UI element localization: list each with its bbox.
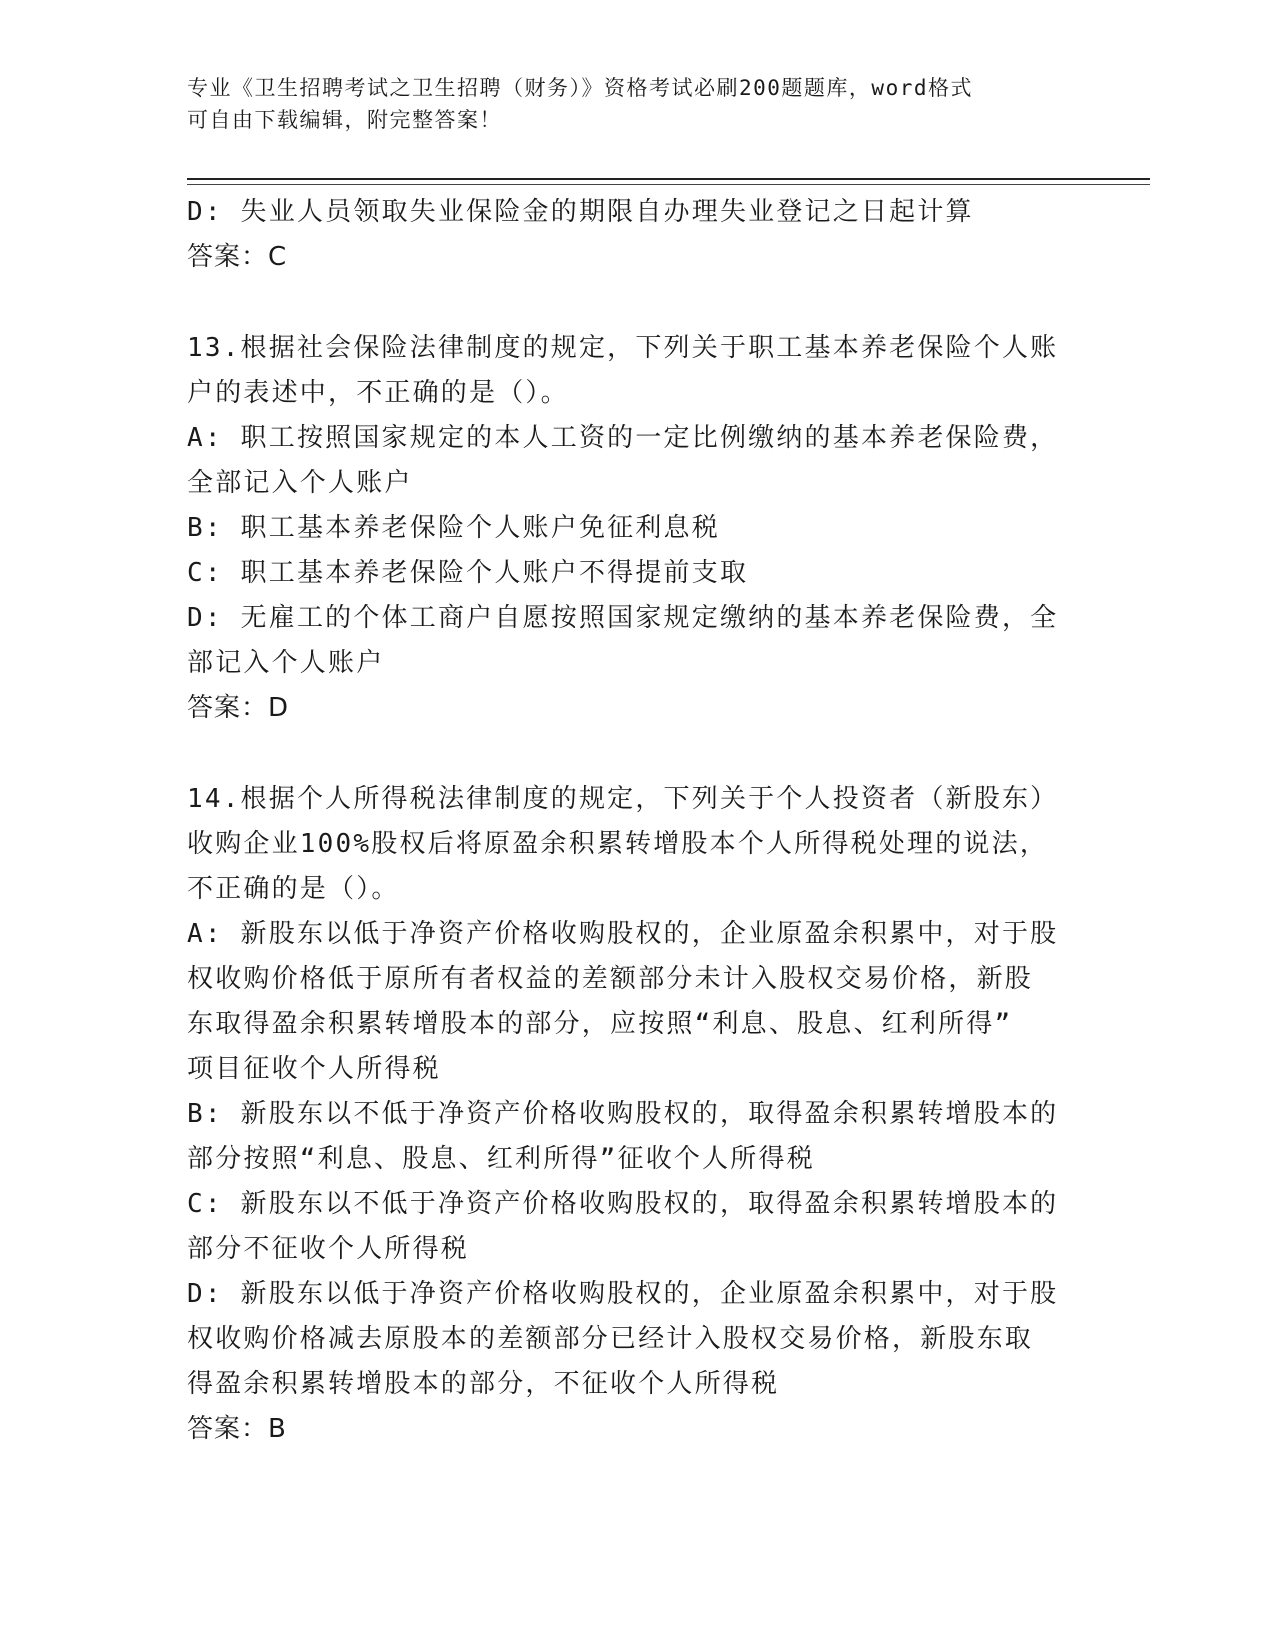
header-divider — [187, 178, 1150, 180]
question-stem: 不正确的是（）。 — [187, 874, 400, 904]
document-body — [187, 190, 1067, 1452]
question-stem: 13.根据社会保险法律制度的规定，下列关于职工基本养老保险个人账 — [187, 333, 1059, 363]
question-stem: 14.根据个人所得税法律制度的规定，下列关于个人投资者（新股东） — [187, 784, 1059, 814]
header-divider-thin — [187, 184, 1150, 185]
header-line: 专业《卫生招聘考试之卫生招聘（财务）》资格考试必刷200题题库，word格式 — [187, 76, 973, 100]
question-13 — [187, 326, 1067, 731]
option-a: 权收购价格低于原所有者权益的差额部分未计入股权交易价格，新股 — [187, 964, 1034, 994]
option-b: 部分按照“利息、股息、红利所得”征收个人所得税 — [187, 1144, 815, 1174]
document-header — [187, 72, 1067, 136]
question-14 — [187, 777, 1067, 1452]
option-a: 东取得盈余积累转增股本的部分，应按照“利息、股息、红利所得” — [187, 1009, 1013, 1039]
option-d: 得盈余积累转增股本的部分，不征收个人所得税 — [187, 1369, 780, 1399]
header-line: 可自由下载编辑，附完整答案！ — [187, 108, 502, 132]
answer: 答案：C — [187, 242, 288, 272]
option-c: C: 职工基本养老保险个人账户不得提前支取 — [187, 558, 749, 588]
option-b: B: 新股东以不低于净资产价格收购股权的，取得盈余积累转增股本的 — [187, 1099, 1059, 1129]
question-stem: 收购企业100%股权后将原盈余积累转增股本个人所得税处理的说法， — [187, 829, 1049, 859]
option-b: B: 职工基本养老保险个人账户免征利息税 — [187, 513, 720, 543]
option-d: 部记入个人账户 — [187, 648, 385, 678]
question-stem: 户的表述中，不正确的是（）。 — [187, 378, 569, 408]
option-d: D: 无雇工的个体工商户自愿按照国家规定缴纳的基本养老保险费，全 — [187, 603, 1059, 633]
option-a: 全部记入个人账户 — [187, 468, 413, 498]
option-d: D: 新股东以低于净资产价格收购股权的，企业原盈余积累中，对于股 — [187, 1279, 1059, 1309]
option-a: A: 职工按照国家规定的本人工资的一定比例缴纳的基本养老保险费， — [187, 423, 1059, 453]
question-12-tail — [187, 190, 1067, 280]
answer: 答案：B — [187, 1414, 287, 1444]
option-c: C: 新股东以不低于净资产价格收购股权的，取得盈余积累转增股本的 — [187, 1189, 1059, 1219]
option-d: D: 失业人员领取失业保险金的期限自办理失业登记之日起计算 — [187, 197, 974, 227]
option-d: 权收购价格减去原股本的差额部分已经计入股权交易价格，新股东取 — [187, 1324, 1034, 1354]
option-c: 部分不征收个人所得税 — [187, 1234, 470, 1264]
option-a: A: 新股东以低于净资产价格收购股权的，企业原盈余积累中，对于股 — [187, 919, 1059, 949]
option-a: 项目征收个人所得税 — [187, 1054, 441, 1084]
answer: 答案：D — [187, 693, 290, 723]
